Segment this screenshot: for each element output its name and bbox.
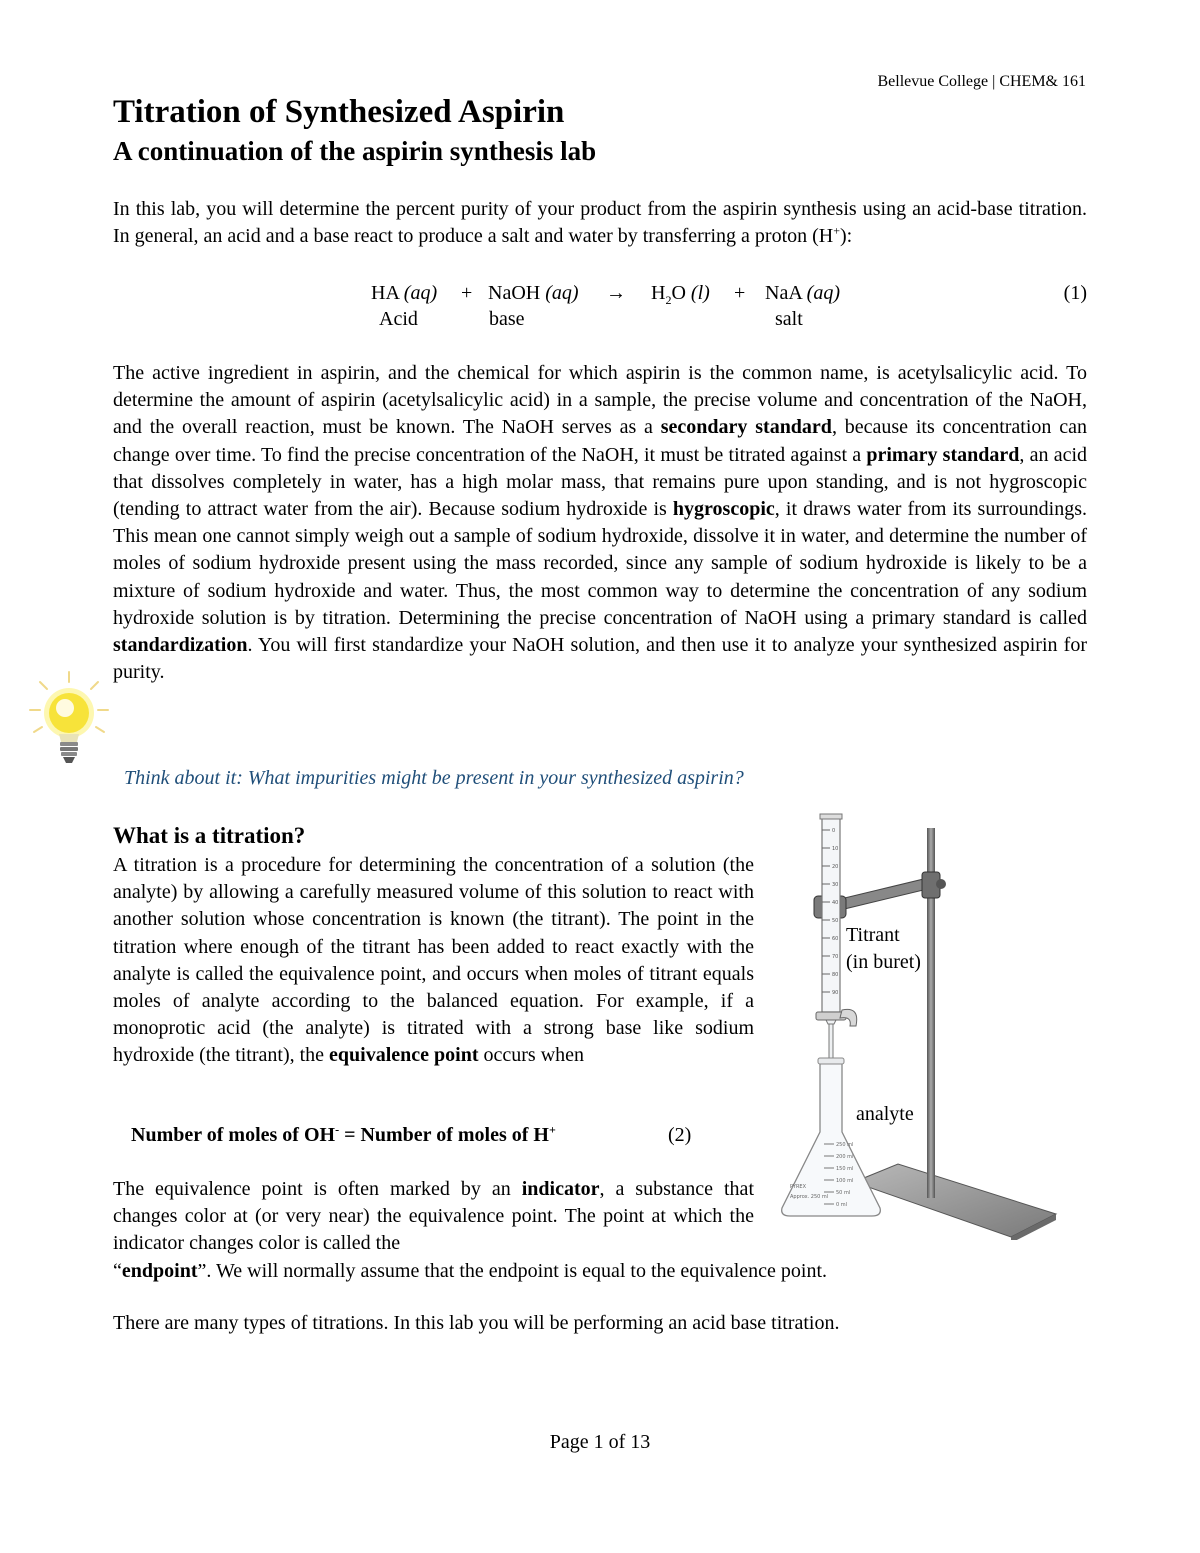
flask-mark: 200 ml: [836, 1154, 854, 1160]
titrant-label: Titrant: [846, 922, 900, 949]
buret-mark: 30: [832, 882, 839, 888]
label-acid: Acid: [379, 308, 418, 330]
buret-mark: 70: [832, 954, 839, 960]
titration-paragraph: A titration is a procedure for determining the concentration of a solution (the analyte) by allowing a carefully measured volume of this solution to react with another solution whose concentration is known (the titrant). The point in the titration where enough of the titrant has been added to react exactly with the analyte is called the equivalence point, and occurs when moles of titrant equals moles of analyte according to the balanced equation. For example, if a monoprotic acid (the analyte) is titrated with a strong base like sodium hydroxide (the titrant), the equivalence point occurs when: [113, 854, 754, 1067]
lightbulb-icon: [28, 670, 110, 770]
indicator-paragraph: The equivalence point is often marked by an indicator, a substance that changes color at (or very near) the equivalence point. The point at which the indicator changes color is called the: [113, 1178, 754, 1255]
buret-mark: 80: [832, 972, 839, 978]
titration-apparatus-figure: [776, 812, 1066, 1240]
flask-mark: 100 ml: [836, 1178, 854, 1184]
equation-2-number: (2): [668, 1124, 692, 1146]
label-salt: salt: [775, 308, 803, 330]
buret-mark: 60: [832, 936, 839, 942]
buret-mark: 0: [832, 828, 836, 834]
flask-mark: 50 ml: [836, 1190, 851, 1196]
flask-mark: 250 ml: [836, 1142, 854, 1148]
flask-brand: PYREX: [790, 1184, 807, 1190]
buret-mark: 40: [832, 900, 839, 906]
page-number: Page 1 of 13: [549, 1431, 651, 1453]
equation-1-naoh: NaOH (aq): [488, 282, 579, 304]
titrant-label-sub: (in buret): [846, 949, 921, 976]
analyte-label: analyte: [856, 1101, 914, 1128]
section-heading: What is a titration?: [113, 823, 306, 848]
document-title: Titration of Synthesized Aspirin: [113, 94, 565, 130]
buret-mark: 10: [832, 846, 839, 852]
intro-paragraph: In this lab, you will determine the percent purity of your product from the aspirin synthesis using an acid-base titration. In general, an acid and a base react to produce a salt and water by transferring a proton (H+):: [113, 198, 1087, 248]
think-about-it: Think about it: What impurities might be present in your synthesized aspirin?: [124, 767, 744, 789]
buret-mark: 90: [832, 990, 839, 996]
equation-1-number: (1): [1063, 282, 1087, 304]
equation-1-plus-2: +: [734, 282, 746, 304]
equation-1-salt: NaA (aq): [765, 282, 840, 304]
aspirin-paragraph: The active ingredient in aspirin, and the chemical for which aspirin is the common name, is acetylsalicylic acid. To determine the amount of aspirin (acetylsalicylic acid) in a sample, the precise volume and concentration of the NaOH, and the overall reaction, must be known. The NaOH serves as a secondary standard, because its concentration can change over time. To find the precise concentration of the NaOH, it must be titrated against a primary standard, an acid that dissolves completely in water, has a high molar mass, that remains pure upon standing, and is not hygroscopic (tending to attract water from the air). Because sodium hydroxide is hygroscopic, it draws water from its surroundings. This mean one cannot simply weigh out a sample of sodium hydroxide, dissolve it in water, and determine the number of moles of sodium hydroxide present using the mass recorded, since any sample of sodium hydroxide is likely to be a mixture of sodium hydroxide and water. Thus, the most common way to determine the concentration of any sodium hydroxide solution is by titration. Determining the precise concentration of NaOH using a primary standard is called standardization. You will first standardize your NaOH solution, and then use it to analyze your synthesized aspirin for purity.: [113, 362, 1088, 684]
titration-types-line: There are many types of titrations. In this lab you will be performing an acid base titration.: [113, 1312, 840, 1334]
buret-mark: 50: [832, 918, 839, 924]
equation-1-ha: HA (aq): [371, 282, 438, 304]
page-header: Bellevue College | CHEM& 161: [877, 73, 1086, 90]
flask-capacity: Approx. 250 ml: [790, 1194, 829, 1200]
erlenmeyer-flask: [782, 1058, 881, 1216]
stand-base: [854, 1164, 1056, 1240]
equation-1-plus: +: [461, 282, 473, 304]
flask-mark: 0 ml: [836, 1202, 848, 1208]
buret-mark: 20: [832, 864, 839, 870]
equation-1-water: $H_2O$ (l): [651, 282, 710, 307]
flask-mark: 150 ml: [836, 1166, 854, 1172]
endpoint-line: “endpoint”. We will normally assume that the endpoint is equal to the equivalence point.: [113, 1260, 828, 1282]
label-base: base: [489, 308, 525, 330]
document-subtitle: A continuation of the aspirin synthesis lab: [113, 136, 597, 166]
equation-1-arrow: →: [606, 282, 626, 304]
equation-2: Number of moles of OH- = Number of moles of H+: [131, 1122, 556, 1146]
